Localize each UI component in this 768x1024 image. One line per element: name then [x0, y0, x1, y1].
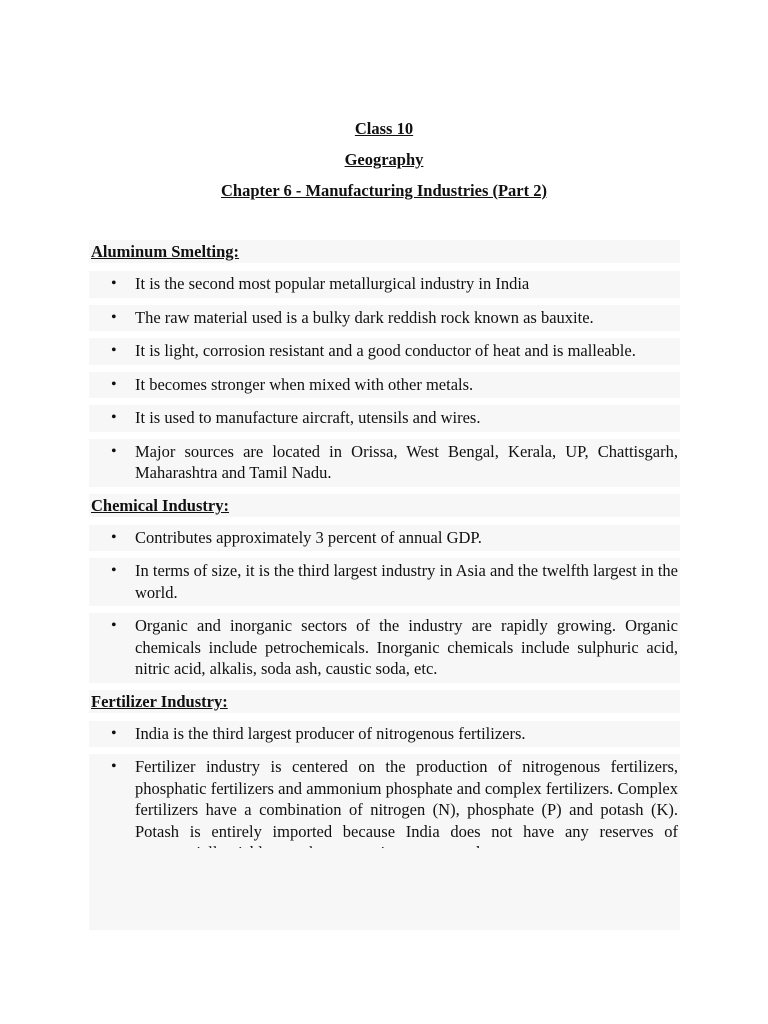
- list-item-text: It is used to manufacture aircraft, utensils and wires.: [135, 408, 481, 427]
- list-item: [89, 338, 680, 365]
- list-item: [89, 271, 680, 298]
- list-item: [89, 439, 680, 487]
- document-body: [89, 240, 680, 874]
- section-heading-aluminum: Aluminum Smelting:: [89, 240, 680, 263]
- class-title: Class 10: [354, 119, 414, 138]
- section-heading-fertilizer: Fertilizer Industry:: [89, 690, 680, 713]
- list-item-text: It is the second most popular metallurgical industry in India: [135, 274, 530, 293]
- list-item: [89, 525, 680, 552]
- list-item: [89, 372, 680, 399]
- chapter-title: Chapter 6 - Manufacturing Industries (Part 2): [220, 181, 547, 200]
- blank-shaded-area: [89, 848, 680, 930]
- list-item-text: It is light, corrosion resistant and a good conductor of heat and is malleable.: [135, 341, 636, 360]
- subject-title: Geography: [344, 150, 424, 169]
- section-heading-chemical: Chemical Industry:: [89, 494, 680, 517]
- bullet-icon: •: [111, 375, 117, 393]
- bullet-list-fertilizer: [89, 721, 680, 867]
- list-item: [89, 721, 680, 748]
- bullet-list-chemical: [89, 525, 680, 683]
- list-item: [89, 305, 680, 332]
- list-item-text: Organic and inorganic sectors of the industry are rapidly growing. Organic chemicals include petrochemicals. Inorganic chemicals include sulphuric acid, nitric acid, alkalis, soda ash, caustic soda, etc.: [135, 616, 678, 678]
- list-item-text: Fertilizer industry is centered on the production of nitrogenous fertilizers, phosphatic fertilizers and ammonium phosphate and complex fertilizers. Complex fertilizers have a combination of nitrogen (N), phosphate (P) and potash (K). Potash is entirely imported because India does not have any reserves of: [135, 757, 678, 841]
- bullet-icon: •: [111, 617, 117, 634]
- list-item-text: In terms of size, it is the third largest industry in Asia and the twelfth largest in the world.: [135, 561, 678, 602]
- list-item-text: Contributes approximately 3 percent of annual GDP.: [135, 527, 482, 547]
- list-item-text: India is the third largest producer of nitrogenous fertilizers.: [135, 723, 526, 743]
- bullet-icon: •: [111, 409, 117, 426]
- list-item: [89, 558, 680, 606]
- document-title-block: [0, 119, 768, 212]
- bullet-icon: •: [111, 562, 117, 579]
- bullet-icon: •: [111, 275, 117, 292]
- list-item: [89, 405, 680, 432]
- bullet-icon: •: [111, 758, 117, 775]
- bullet-icon: •: [111, 442, 117, 460]
- list-item-text: The raw material used is a bulky dark reddish rock known as bauxite.: [135, 307, 594, 327]
- bullet-icon: •: [111, 724, 117, 742]
- list-item: [89, 613, 680, 683]
- bullet-list-aluminum: [89, 271, 680, 487]
- bullet-icon: •: [111, 308, 117, 326]
- bullet-icon: •: [111, 342, 117, 359]
- list-item-text: Major sources are located in Orissa, West Bengal, Kerala, UP, Chattisgarh, Maharashtra and Tamil Nadu.: [135, 441, 678, 482]
- bullet-icon: •: [111, 528, 117, 546]
- list-item-text: It becomes stronger when mixed with other metals.: [135, 374, 474, 394]
